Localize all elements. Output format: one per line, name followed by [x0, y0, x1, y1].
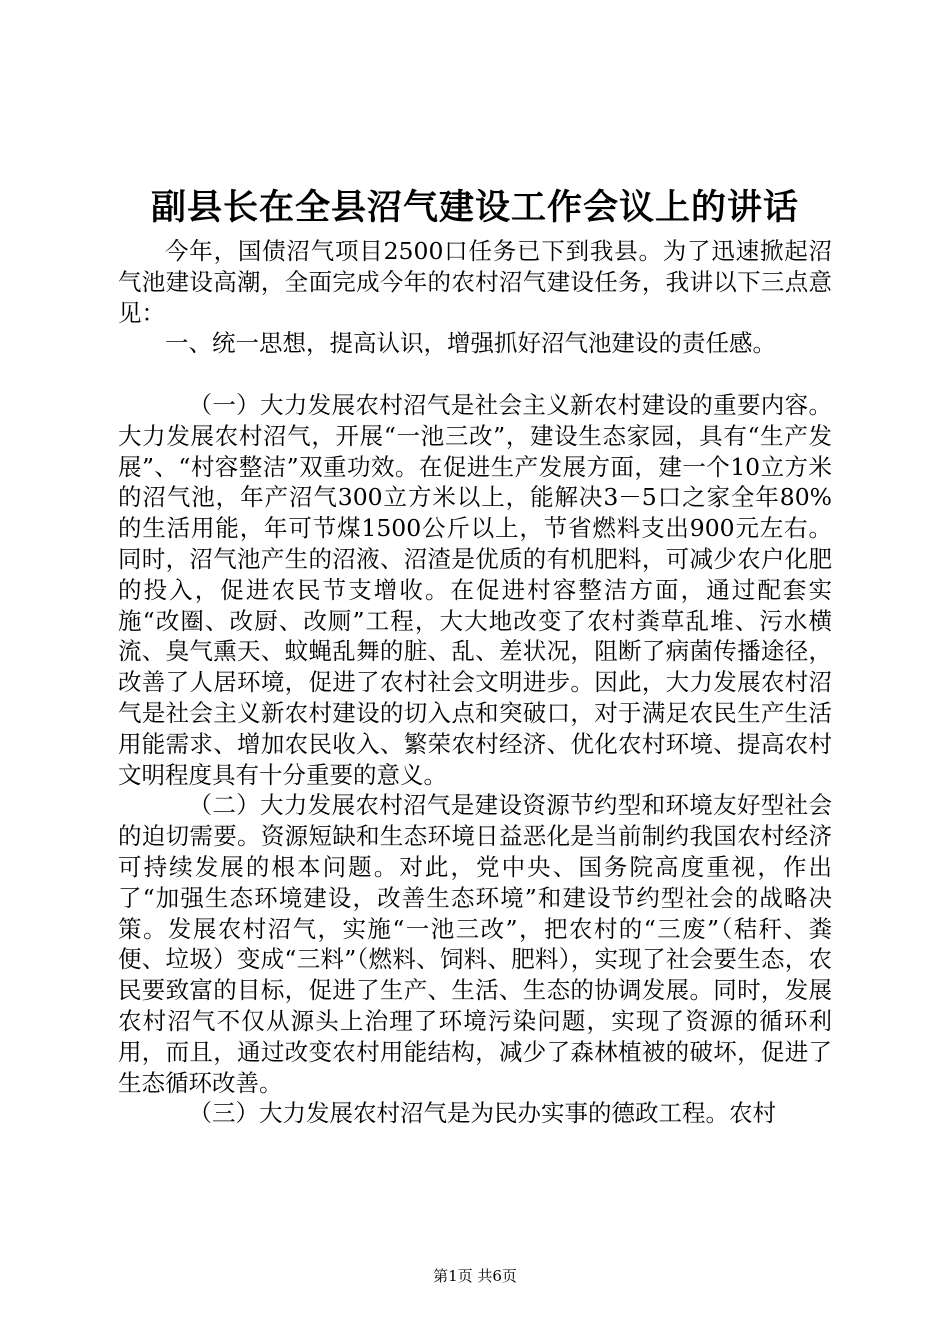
subsection-paragraph-3: （三）大力发展农村沼气是为民办实事的德政工程。农村: [188, 1099, 776, 1128]
subsection-paragraph-1: （一）大力发展农村沼气是社会主义新农村建设的重要内容。大力发展农村沼气，开展“一池三改”，建设生态家园，具有“生产发展”、“村容整洁”双重功效。在促进生产发展方面，建一个10立方米的沼气池，年产沼气300立方米以上，能解决3－5口之家全年80%的生活用能，年可节煤1500公斤以上，节省燃料支出900元左右。同时，沼气池产生的沼液、沼渣是优质的有机肥料，可减少农户化肥的投入，促进农民节支增收。在促进村容整洁方面，通过配套实施“改圈、改厨、改厕”工程，大大地改变了农村粪草乱堆、污水横流、臭气熏天、蚊蝇乱舞的脏、乱、差状况，阻断了病菌传播途径，改善了人居环境，促进了农村社会文明进步。因此，大力发展农村沼气是社会主义新农村建设的切入点和突破口，对于满足农民生产生活用能需求、增加农民收入、繁荣农村经济、优化农村环境、提高农村文明程度具有十分重要的意义。: [118, 390, 832, 789]
subsection-paragraph-2: （二）大力发展农村沼气是建设资源节约型和环境友好型社会的迫切需要。资源短缺和生态环境日益恶化是当前制约我国农村经济可持续发展的根本问题。对此，党中央、国务院高度重视，作出了“加强生态环境建设，改善生态环境”和建设节约型社会的战略决策。发展农村沼气，实施“一池三改”，把农村的“三废”（秸秆、粪便、垃圾）变成“三料”（燃料、饲料、肥料），实现了社会要生态，农民要致富的目标，促进了生产、生活、生态的协调发展。同时，发展农村沼气不仅从源头上治理了环境污染问题，实现了资源的循环利用，而且，通过改变农村用能结构，减少了森林植被的破坏，促进了生态循环改善。: [118, 791, 832, 1097]
page-number-footer: 第1页 共6页: [433, 1267, 517, 1285]
intro-paragraph: 今年，国债沼气项目2500口任务已下到我县。为了迅速掀起沼气池建设高潮，全面完成今年的农村沼气建设任务，我讲以下三点意见：: [118, 237, 832, 327]
section-heading-1: 一、统一思想，提高认识，增强抓好沼气池建设的责任感。: [165, 329, 776, 358]
document-body: [118, 236, 832, 1129]
document-title: 副县长在全县沼气建设工作会议上的讲话: [150, 187, 799, 228]
